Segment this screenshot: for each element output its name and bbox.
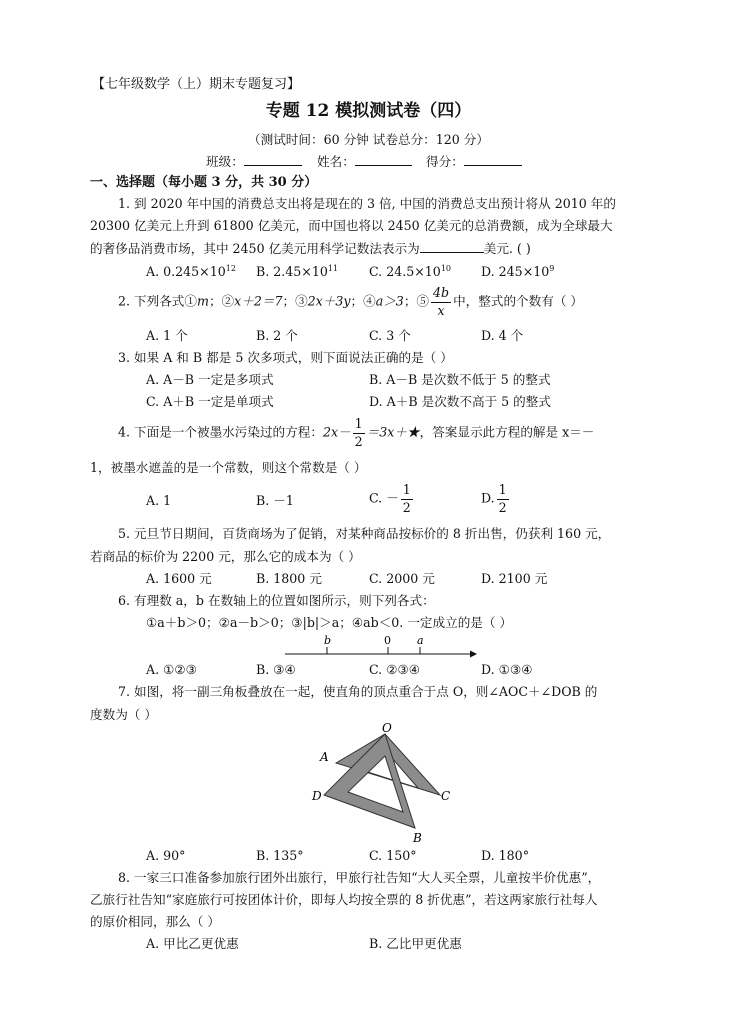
q4-option-b: B. －1 — [256, 493, 294, 508]
q4-option-d: D. $\frac{1}{2}$ — [481, 482, 507, 515]
q2-option-a: A. 1 个 — [146, 328, 188, 343]
q7-option-c: C. 150° — [369, 848, 417, 863]
q7-line2: 度数为（ ） — [90, 707, 157, 722]
q2-option-b: B. 2 个 — [256, 328, 298, 343]
q1-option-c: C. $24.5\times 10^{10}$ — [369, 264, 451, 279]
q2-fraction: $\frac{4b}{x}$ — [433, 285, 450, 318]
q5-line1: 5. 元旦节日期间，百货商场为了促销，对某种商品按标价的 8 折出售，仍获利 160 元， — [118, 526, 611, 541]
exam-tag: 【七年级数学（上）期末专题复习】 — [92, 77, 301, 92]
q8-option-b: B. 乙比甲更优惠 — [369, 936, 462, 951]
q1-option-d: D. $245\times 10^9$ — [481, 264, 555, 279]
q8-line2: 乙旅行社告知“家庭旅行可按团体计价，即每人均按全票的 8 折优惠”，若这两家旅行社每人 — [90, 892, 598, 907]
score-blank — [464, 165, 522, 166]
label-b: b — [324, 634, 332, 647]
q6-option-b: B. ③④ — [256, 662, 296, 677]
q1-option-b: B. $2.45\times 10^{11}$ — [256, 264, 339, 279]
q1-answer-blank — [420, 252, 484, 253]
q6-option-a: A. ①②③ — [146, 662, 197, 677]
q1-line3 — [90, 243, 531, 256]
q2-stem: 2. 下列各式①m；②x＋2＝7；③2x＋3y；④a＞3；⑤ $\frac{4b}{x}$ 中，整式的个数有（ ） — [118, 285, 584, 318]
q5-option-b: B. 1800 元 — [256, 571, 322, 586]
q7-option-d: D. 180° — [481, 848, 529, 863]
page-title: 专题 12 模拟测试卷（四） — [265, 101, 472, 121]
label-0: 0 — [384, 634, 391, 647]
q6-option-c: C. ②③④ — [369, 662, 421, 677]
q1-line2: 20300 亿美元上升到 61800 亿美元，而中国也将以 2450 亿美元的总消费额，成为全球最大 — [90, 218, 613, 233]
score-field — [426, 156, 522, 169]
q3-stem: 3. 如果 A 和 B 都是 5 次多项式，则下面说法正确的是（ ） — [118, 350, 453, 365]
q3-option-b: B. A－B 是次数不低于 5 的整式 — [369, 372, 551, 387]
test-info: （测试时间：60 分钟 试卷总分：120 分） — [248, 132, 489, 147]
triangle-figure — [300, 720, 470, 850]
q6-option-d: D. ①③④ — [481, 662, 533, 677]
q4-equation-fraction: $\frac{1}{2}$ — [354, 416, 363, 449]
q5-option-c: C. 2000 元 — [369, 571, 435, 586]
q4-line2: 1，被墨水遮盖的是一个常数，则这个常数是（ ） — [90, 460, 367, 475]
q2-option-c: C. 3 个 — [369, 328, 411, 343]
q8-line3: 的原价相同，那么（ ） — [90, 914, 220, 929]
label-c: C — [441, 789, 451, 803]
q8-option-a: A. 甲比乙更优惠 — [146, 936, 239, 951]
section-heading: 一、选择题（每小题 3 分，共 30 分） — [90, 175, 318, 190]
class-blank — [244, 165, 302, 166]
class-label: 班级： — [206, 154, 244, 169]
q5-option-a: A. 1600 元 — [146, 571, 212, 586]
q6-line2: ①a＋b＞0；②a－b＞0；③|b|＞a；④ab＜0. 一定成立的是（ ） — [146, 615, 513, 630]
label-a: a — [417, 634, 424, 647]
label-o: O — [382, 721, 392, 735]
name-blank — [355, 165, 412, 166]
q7-option-a: A. 90° — [146, 848, 186, 863]
q1-line3-end: 美元. ( ) — [483, 241, 531, 256]
label-d: D — [312, 789, 322, 803]
q6-line1: 6. 有理数 a，b 在数轴上的位置如图所示，则下列各式： — [118, 593, 435, 608]
score-label: 得分： — [426, 154, 464, 169]
q7-option-b: B. 135° — [256, 848, 304, 863]
q1-line3-text: 的奢侈品消费市场，其中 2450 亿美元用科学记数法表示为 — [90, 241, 420, 256]
q4-option-c: C. － $\frac{1}{2}$ — [369, 482, 411, 515]
q3-option-c: C. A＋B 一定是单项式 — [146, 394, 274, 409]
label-b-point: B — [413, 831, 422, 845]
q5-line2: 若商品的标价为 2200 元，那么它的成本为（ ） — [90, 549, 361, 564]
number-line-arrow — [470, 651, 477, 658]
q3-option-a: A. A－B 一定是多项式 — [146, 372, 274, 387]
q7-line1: 7. 如图，将一副三角板叠放在一起，使直角的顶点重合于点 O，则∠AOC＋∠DOB 的 — [118, 684, 598, 699]
class-field — [206, 156, 302, 169]
q1-line1: 1. 到 2020 年中国的消费总支出将是现在的 3 倍, 中国的消费总支出预计将从 2010 年的 — [118, 196, 616, 211]
name-field — [317, 156, 412, 169]
q1-option-a: A. $0.245\times 10^{12}$ — [146, 264, 236, 279]
q4-option-a: A. 1 — [146, 493, 172, 508]
q4-stem: 4. 下面是一个被墨水污染过的方程：2x－ $\frac{1}{2}$ ＝3x＋★，答案显示此方程的解是 x＝－ — [118, 416, 595, 449]
number-line — [280, 630, 480, 660]
q5-option-d: D. 2100 元 — [481, 571, 548, 586]
q8-line1: 8. 一家三口准备参加旅行团外出旅行，甲旅行社告知“大人买全票，儿童按半价优惠”， — [118, 870, 601, 885]
label-a-point: A — [320, 750, 329, 764]
name-label: 姓名： — [317, 154, 355, 169]
q2-option-d: D. 4 个 — [481, 328, 524, 343]
q3-option-d: D. A＋B 是次数不高于 5 的整式 — [369, 394, 551, 409]
